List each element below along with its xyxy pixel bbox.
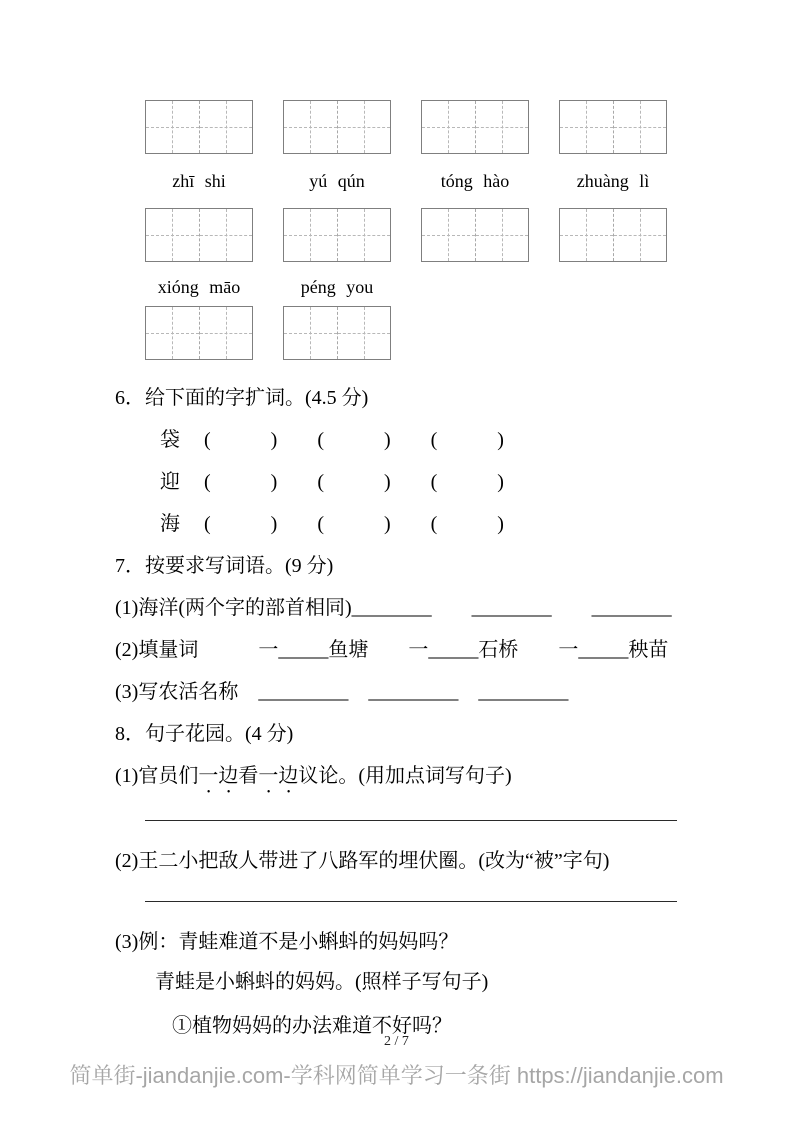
writing-grid-cell <box>560 209 613 261</box>
writing-grid-cell <box>613 209 667 261</box>
answer-brackets: ( ) ( ) ( ) <box>204 471 504 493</box>
pinyin-label: péng you <box>300 277 374 297</box>
writing-grid-cell <box>613 101 667 153</box>
question-8-item-3-sub-1: ①植物妈妈的办法难道不好吗？ <box>172 1015 452 1037</box>
writing-grid <box>283 306 391 360</box>
answer-line <box>145 798 677 821</box>
question-7-item-1: (1)海洋(两个字的部首相同)________ ________ ________ <box>115 597 672 619</box>
pinyin-row-2 <box>145 276 690 298</box>
writing-grid-cell <box>146 209 199 261</box>
answer-line <box>145 875 677 902</box>
answer-brackets: ( ) ( ) ( ) <box>204 429 504 451</box>
writing-grid <box>145 208 253 262</box>
writing-grid-cell <box>146 307 199 359</box>
question-8-item-1 <box>115 762 690 798</box>
expand-word-row <box>160 426 690 454</box>
pinyin-label: zhuàng lì <box>576 171 650 191</box>
writing-grid-cell <box>284 307 337 359</box>
worksheet-content <box>115 100 690 1040</box>
question-7-item-2: (2)填量词 一_____鱼塘 一_____石桥 一_____秧苗 <box>115 639 669 661</box>
writing-grid-row-2 <box>145 208 690 262</box>
target-character: 迎 <box>160 471 180 493</box>
writing-grid-cell <box>560 101 613 153</box>
writing-grid-cell <box>475 101 529 153</box>
writing-grid-cell <box>422 101 475 153</box>
target-character: 袋 <box>160 429 180 451</box>
answer-brackets: ( ) ( ) ( ) <box>204 513 504 535</box>
writing-grid-row-1 <box>145 100 690 154</box>
writing-grid-cell <box>337 307 391 359</box>
question-8-item-3-pattern: 青蛙是小蝌蚪的妈妈。(照样子写句子) <box>155 971 489 993</box>
question-8-item-3-example: (3)例：青蛙难道不是小蝌蚪的妈妈吗？ <box>115 931 459 953</box>
writing-grid <box>559 208 667 262</box>
writing-grid <box>559 100 667 154</box>
pinyin-label: zhī shi <box>172 171 226 191</box>
pinyin-label: xióng māo <box>157 277 241 297</box>
target-character: 海 <box>160 513 180 535</box>
writing-grid-cell <box>284 209 337 261</box>
writing-grid <box>145 100 253 154</box>
sentence-part: (1)官员们 <box>115 765 199 787</box>
writing-grid-cell <box>284 101 337 153</box>
expand-word-row <box>160 510 690 538</box>
question-8-title: 8．句子花园。(4 分) <box>115 723 294 745</box>
question-7-item-3: (3)写农活名称 _________ _________ _________ <box>115 681 569 703</box>
dotted-word: 一边 <box>198 765 239 787</box>
question-8-item-2: (2)王二小把敌人带进了八路军的埋伏圈。(改为“被”字句) <box>115 850 610 872</box>
writing-grid <box>283 208 391 262</box>
writing-grid-row-3 <box>145 306 690 360</box>
page-number: 2 / 7 <box>384 1034 409 1049</box>
writing-grid <box>421 100 529 154</box>
writing-grid-cell <box>199 101 253 153</box>
writing-grid-cell <box>422 209 475 261</box>
writing-grid <box>283 100 391 154</box>
dotted-word: 一边 <box>258 765 299 787</box>
writing-grid <box>421 208 529 262</box>
expand-word-row <box>160 468 690 496</box>
pinyin-label: tóng hào <box>440 171 510 191</box>
writing-grid-cell <box>199 307 253 359</box>
sentence-part: 议论。(用加点词写句子) <box>298 765 512 787</box>
writing-grid <box>145 306 253 360</box>
writing-grid-cell <box>337 209 391 261</box>
pinyin-row-1 <box>145 170 690 192</box>
writing-grid-cell <box>337 101 391 153</box>
question-7-title: 7．按要求写词语。(9 分) <box>115 555 334 577</box>
writing-grid-cell <box>199 209 253 261</box>
pinyin-label: yú qún <box>309 171 365 191</box>
writing-grid-cell <box>475 209 529 261</box>
watermark-text: 简单街-jiandanjie.com-学科网简单学习一条街 https://jiandanjie.com <box>69 1063 724 1088</box>
question-6-title: 6．给下面的字扩词。(4.5 分) <box>115 387 369 409</box>
sentence-part: 看 <box>238 765 259 787</box>
writing-grid-cell <box>146 101 199 153</box>
